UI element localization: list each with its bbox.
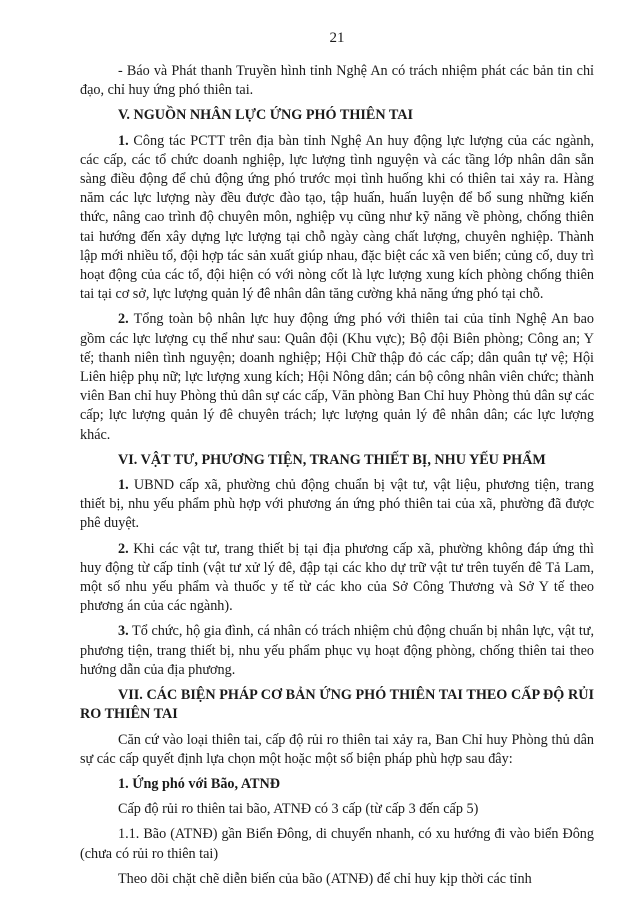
paragraph-human-resources-1: 1. Công tác PCTT trên địa bàn tỉnh Nghệ An huy động lực lượng của các ngành, các cấp, các tổ chức doanh nghiệp, lực lượng tình nguyện và các tầng lớp nhân dân sẵn sàng điều động để chủ động ứng phó trước mọi tình huống khi có thiên tai xảy ra. Hàng năm các lực lượng này đều được đào tạo, tập huấn, huấn luyện để bổ sung những kiến thức, nâng cao trình độ chuyên môn, nghiệp vụ cũng như kỹ năng về phòng, chống thiên tai hướng đến xây dựng lực lượng tại chỗ ngày càng chất lượng, chuyên nghiệp. Thành lập mới nhiều tổ, đội hợp tác sản xuất giúp nhau, đặc biệt các xã ven biển; củng cố, duy trì hoạt động của các tổ, đội hiện có với nòng cốt là lực lượng xung kích phòng chống thiên tai tại cơ sở, lực lượng quản lý đê nhân dân tăng cường khả năng ứng phó tại chỗ.	[80, 132, 594, 303]
item-number: 2.	[118, 540, 129, 557]
paragraph-materials-2: 2. Khi các vật tư, trang thiết bị tại địa phương cấp xã, phường không đáp ứng thì huy động từ cấp tỉnh (vật tư xử lý đê, đập tại các kho dự trữ vật tư trên tuyến đê Tả Lam, một số nhu yếu phẩm và thuốc y tế từ các kho của Sở Công Thương và Sở Y tế theo phương án của các ngành).	[80, 540, 594, 615]
section-heading-response-measures: VII. CÁC BIỆN PHÁP CƠ BẢN ỨNG PHÓ THIÊN TAI THEO CẤP ĐỘ RỦI RO THIÊN TAI	[80, 687, 594, 723]
paragraph-storm-monitoring: Theo dõi chặt chẽ diễn biến của bão (ATNĐ) để chỉ huy kịp thời các tỉnh	[118, 870, 532, 887]
section-heading-materials: VI. VẬT TƯ, PHƯƠNG TIỆN, TRANG THIẾT BỊ, NHU YẾU PHẨM	[118, 451, 546, 468]
paragraph-materials-3: 3. Tổ chức, hộ gia đình, cá nhân có trách nhiệm chủ động chuẩn bị nhân lực, vật tư, phương tiện, trang thiết bị, nhu yếu phẩm phục vụ hoạt động phòng, chống thiên tai theo hướng dẫn của địa phương.	[80, 623, 594, 678]
paragraph-storm-levels: Cấp độ rủi ro thiên tai bão, ATNĐ có 3 cấp (từ cấp 3 đến cấp 5)	[118, 801, 479, 818]
paragraph-response-basis: Căn cứ vào loại thiên tai, cấp độ rủi ro thiên tai xảy ra, Ban Chỉ huy Phòng thủ dân sự các cấp quyết định lựa chọn một hoặc một số biện pháp phù hợp sau đây:	[80, 731, 594, 767]
item-number: 2.	[118, 311, 129, 328]
section-heading-human-resources: V. NGUỒN NHÂN LỰC ỨNG PHÓ THIÊN TAI	[118, 107, 414, 124]
item-number: 1.	[118, 132, 129, 149]
page-number: 21	[329, 30, 345, 46]
paragraph-broadcast-duty: - Báo và Phát thanh Truyền hình tỉnh Nghệ An có trách nhiệm phát các bản tin chỉ đạo, chỉ huy ứng phó thiên tai.	[80, 63, 594, 99]
paragraph-storm-case-1-1: 1.1. Bão (ATNĐ) gần Biển Đông, di chuyển nhanh, có xu hướng đi vào biển Đông (chưa có rủi ro thiên tai)	[80, 826, 594, 862]
item-number: 1.	[118, 477, 129, 494]
paragraph-human-resources-2: 2. Tổng toàn bộ nhân lực huy động ứng phó với thiên tai của tỉnh Nghệ An bao gồm các lực lượng cụ thể như sau: Quân đội (Khu vực); Bộ đội Biên phòng; Công an; Y tế; thanh niên tình nguyện; doanh nghiệp; Hội Chữ thập đỏ các cấp; dân quân tự vệ; Hội Liên hiệp phụ nữ; lực lượng xung kích; Hội Nông dân; cán bộ công nhân viên chức; thành viên Ban chỉ huy Phòng thủ dân sự các cấp, Văn phòng Ban Chỉ huy Phòng thủ dân sự các cấp; lực lượng quản lý đê chuyên trách; lực lượng quản lý đê nhân dân; các lực lượng khác.	[80, 311, 594, 443]
subheading-storm-response: 1. Ứng phó với Bão, ATNĐ	[118, 775, 280, 792]
paragraph-materials-1: 1. UBND cấp xã, phường chủ động chuẩn bị vật tư, vật liệu, phương tiện, trang thiết bị, nhu yếu phẩm phù hợp với phương án ứng phó thiên tai của xã, phường đã được phê duyệt.	[80, 477, 594, 532]
item-number: 3.	[118, 623, 129, 640]
